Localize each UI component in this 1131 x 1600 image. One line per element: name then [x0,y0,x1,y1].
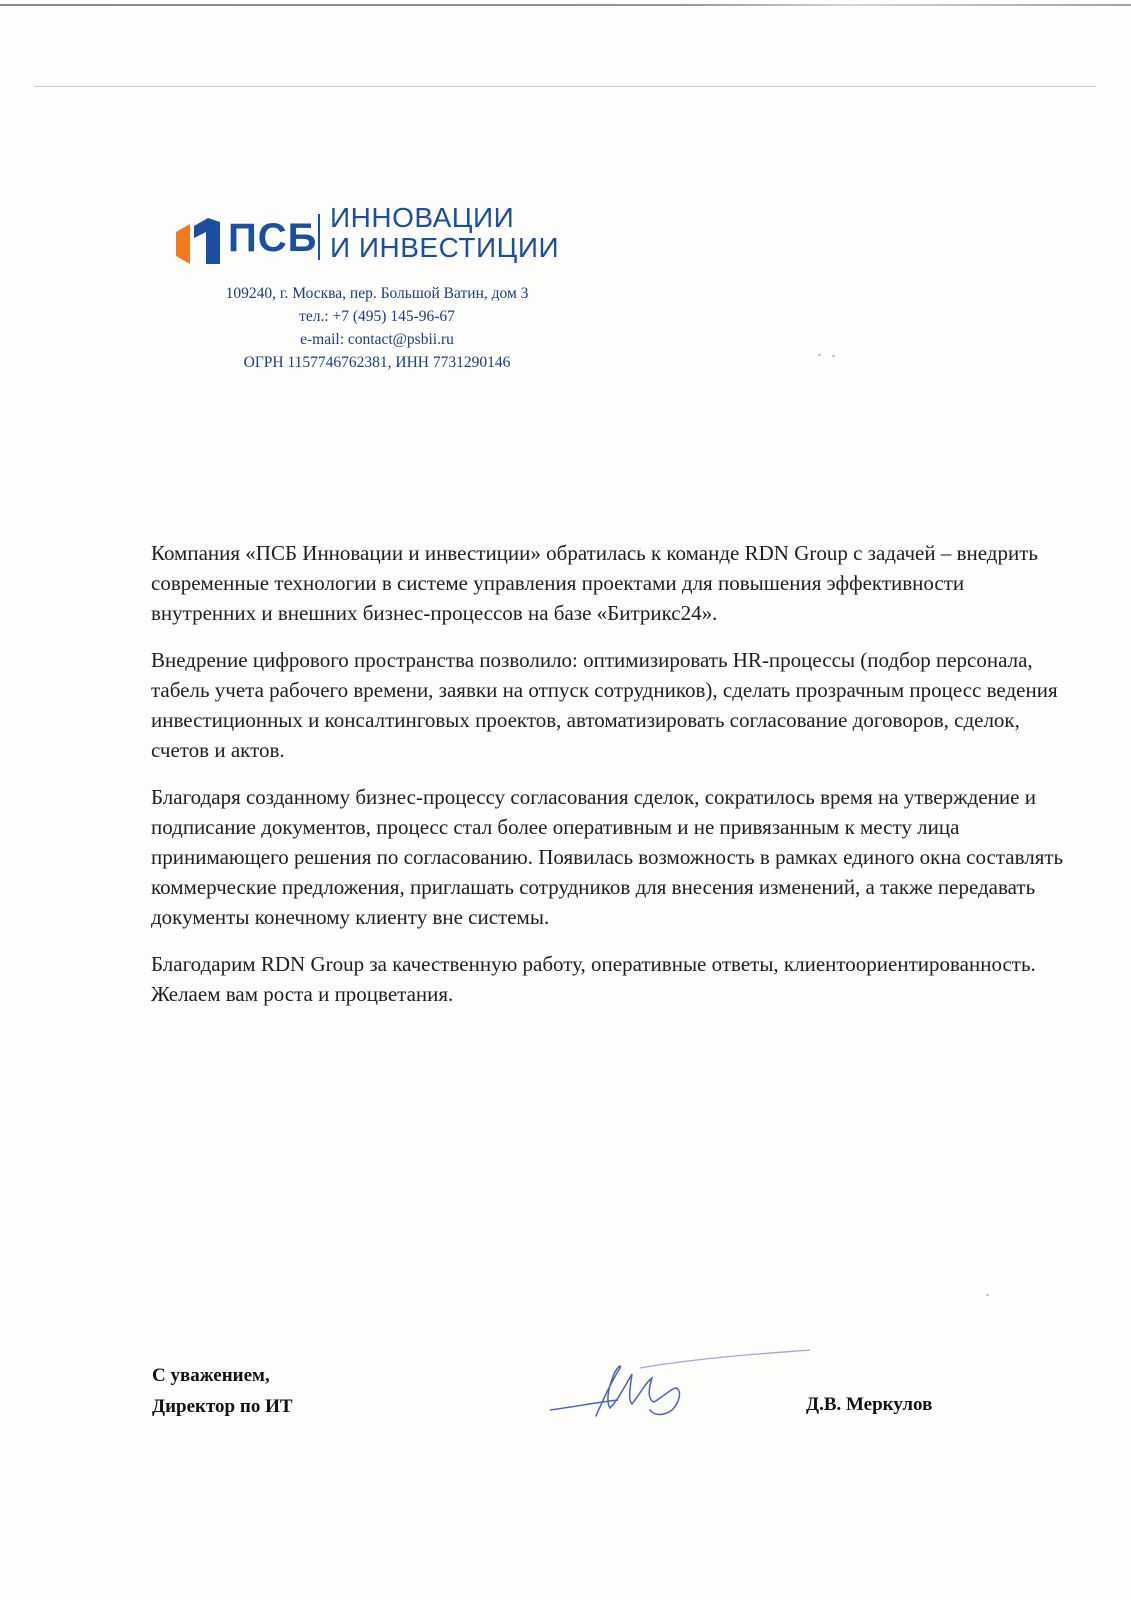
body-paragraph: Благодарим RDN Group за качественную работу, оперативные ответы, клиентоориентированность. Желаем вам роста и процветания. [151,952,1036,1006]
logo-brand-text: ПСБ [228,216,318,260]
company-email: e-mail: contact@psbii.ru [300,331,454,348]
closing-salutation: С уважением, [152,1365,270,1386]
header-divider [34,86,1096,87]
company-address: 109240, г. Москва, пер. Большой Ватин, дом 3 [225,285,529,302]
company-registration: ОГРН 1157746762381, ИНН 7731290146 [243,354,511,371]
logo-line-innovations: ИННОВАЦИИ [330,202,515,233]
handwritten-signature [548,1344,812,1420]
letter-body [151,538,1071,1026]
company-logo [172,200,572,270]
signer-position: Директор по ИТ [152,1396,293,1417]
body-paragraph: Компания «ПСБ Инновации и инвестиции» обратилась к команде RDN Group с задачей – внедрить современные технологии в системе управления проектами для повышения эффективности внутренних и внешних бизнес-процессов на базе «Битрикс24». [151,541,1038,625]
closing-block [152,1360,293,1422]
scan-edge-line [0,4,1131,6]
scan-speck [818,354,821,356]
company-phone: тел.: +7 (495) 145-96-67 [299,308,455,325]
logo-line-investments: И ИНВЕСТИЦИИ [330,232,560,263]
psb-logo-mark-icon [176,218,220,264]
scan-speck [986,1294,989,1296]
body-paragraph: Внедрение цифрового пространства позволило: оптимизировать HR-процессы (подбор персонала, табель учета рабочего времени, заявки на отпуск сотрудников), сделать прозрачным процесс ведения инвестиционных и консалтинговых проектов, автоматизировать согласование договоров, сделок, счетов и актов. [151,648,1058,762]
signer-name: Д.В. Меркулов [806,1394,933,1415]
company-contacts [172,282,582,374]
body-paragraph: Благодаря созданному бизнес-процессу согласования сделок, сократилось время на утверждение и подписание документов, процесс стал более оперативным и не привязанным к месту лица принимающего решения по согласованию. Появилась возможность в рамках единого окна составлять коммерческие предложения, приглашать сотрудников для внесения изменений, а также передавать документы конечному клиенту вне системы. [151,785,1064,929]
logo-separator [318,214,320,260]
scan-speck [832,355,835,357]
